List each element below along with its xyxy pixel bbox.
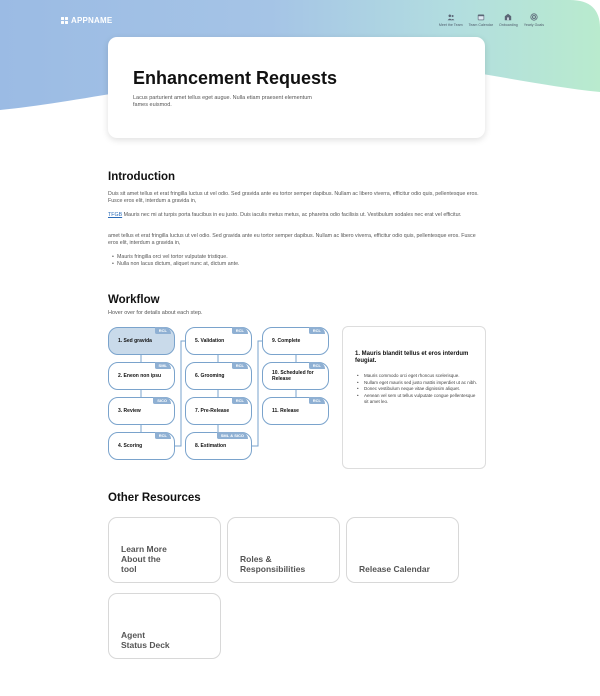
step-detail-panel <box>342 326 486 469</box>
resource-card-roles[interactable] <box>227 517 340 583</box>
list-item: • Donec vestibulum neque vitae dignissim aliquet. <box>357 386 479 392</box>
intro-paragraph-1: Duis sit amet tellus et erat fringilla luctus ut vel odio. Sed gravida ante eu tortor semper dapibus. Nullam ac libero viverra, efficitur odio quis, pellentesque eros. Fusce eros elit, interdum a gravida in, <box>108 191 479 205</box>
intro-paragraph-3: amet tellus et erat fringilla luctus ut vel odio. Sed gravida ante eu tortor semper dapibus. Nullam ac libero viverra, efficitur odio quis, pellentesque eros. Fusce eros elit, interdum a gravida in, <box>108 233 476 247</box>
resource-card-agent-status[interactable] <box>108 593 221 659</box>
step-label: 6. Grooming <box>195 373 225 379</box>
workflow-step-10[interactable] <box>262 362 329 390</box>
step-tag: SICO <box>153 397 171 404</box>
workflow-step-9[interactable] <box>262 327 329 355</box>
goals-icon <box>530 13 538 21</box>
workflow-step-1[interactable] <box>108 327 175 355</box>
step-label: 7. Pre-Release <box>195 408 230 414</box>
resource-card-label: Agent Status Deck <box>121 630 170 650</box>
workflow-step-3[interactable] <box>108 397 175 425</box>
step-tag: RCL <box>232 397 248 404</box>
nav-label: Yearly Goals <box>523 23 544 27</box>
page-subtitle: Lacus parturient amet tellus eget augue. Nulla etiam praesent elementum fames euismod. <box>133 95 312 108</box>
nav-onboarding[interactable] <box>499 13 518 27</box>
onboarding-icon <box>504 13 512 21</box>
app-logo[interactable] <box>61 16 112 25</box>
detail-list <box>357 373 479 405</box>
nav-label: Meet the Team <box>438 23 463 27</box>
calendar-icon <box>477 13 485 21</box>
resources-title: Other Resources <box>108 492 201 504</box>
nav-yearly-goals[interactable] <box>524 13 544 27</box>
introduction-title: Introduction <box>108 171 176 183</box>
workflow-hint: Hover over for details about each step. <box>108 310 203 316</box>
workflow-step-7[interactable] <box>185 397 252 425</box>
resource-card-label: Roles & Responsibilities <box>240 554 306 574</box>
step-label: 1. Sed gravida <box>118 338 152 344</box>
nav-label: Onboarding <box>498 23 518 27</box>
app-name: APPNAME <box>71 16 113 25</box>
resource-card-label: Learn More About the tool <box>121 544 167 574</box>
workflow-title: Workflow <box>108 294 160 306</box>
list-item: • Nullam eget mauris sed justo mattis imperdiet ut ac nibh. <box>357 380 479 386</box>
resource-card-learn-more[interactable] <box>108 517 221 583</box>
step-label: 3. Review <box>118 408 141 414</box>
step-tag: SML & SICO <box>217 432 248 439</box>
list-item: • Aenean vel sem ut tellus vulputate congue pellentesque sit amet leo. <box>357 393 479 405</box>
page-title: Enhancement Requests <box>133 68 338 88</box>
grid-logo-icon <box>61 17 68 24</box>
step-tag: RCL <box>309 397 325 404</box>
step-label: 10. Scheduled for Release <box>272 370 314 382</box>
workflow-step-2[interactable] <box>108 362 175 390</box>
detail-title: 1. Mauris blandit tellus et eros interdum feugiat. <box>355 351 469 364</box>
list-item: • Mauris fringilla orci vel tortor vulputate tristique. <box>112 254 240 261</box>
team-icon <box>447 13 455 21</box>
nav-meet-the-team[interactable] <box>439 13 463 27</box>
step-label: 8. Estimation <box>195 443 227 449</box>
intro-paragraph-2-text: Mauris nec mi at turpis porta faucibus in eu justo. Duis iaculis metus metus, ac pharetra odio facilisis ut. Vestibulum sodales nec erat vel efficitur. <box>122 212 462 218</box>
nav-label: Team Calendar <box>468 23 493 27</box>
workflow-step-6[interactable] <box>185 362 252 390</box>
tfgb-link[interactable]: TFGB <box>108 212 123 218</box>
workflow-step-8[interactable] <box>185 432 252 460</box>
workflow-step-11[interactable] <box>262 397 329 425</box>
step-tag: RCL <box>232 362 248 369</box>
step-tag: RCL <box>309 362 325 369</box>
step-tag: RCL <box>232 327 248 334</box>
workflow-step-4[interactable] <box>108 432 175 460</box>
resource-card-label: Release Calendar <box>359 564 430 574</box>
step-label: 4. Scoring <box>118 443 143 449</box>
resource-card-release-calendar[interactable] <box>346 517 459 583</box>
step-tag: RCL <box>155 432 171 439</box>
step-tag: SML <box>155 362 171 369</box>
step-label: 5. Validation <box>195 338 225 344</box>
top-nav <box>439 13 544 27</box>
workflow-step-5[interactable] <box>185 327 252 355</box>
list-item: • Mauris commodo orci eget rhoncus scelerisque. <box>357 373 479 379</box>
step-label: 11. Release <box>272 408 299 414</box>
step-tag: RCL <box>155 327 171 334</box>
step-label: 2. Eneon non ipsu <box>118 373 162 379</box>
list-item: • Nulla non lacus dictum, aliquet nunc at, dictum ante. <box>112 261 240 268</box>
header-card <box>108 37 485 138</box>
step-label: 9. Complete <box>272 338 301 344</box>
intro-paragraph-2 <box>108 212 485 219</box>
step-tag: RCL <box>309 327 325 334</box>
intro-bullet-list <box>112 254 240 268</box>
nav-team-calendar[interactable] <box>469 13 493 27</box>
